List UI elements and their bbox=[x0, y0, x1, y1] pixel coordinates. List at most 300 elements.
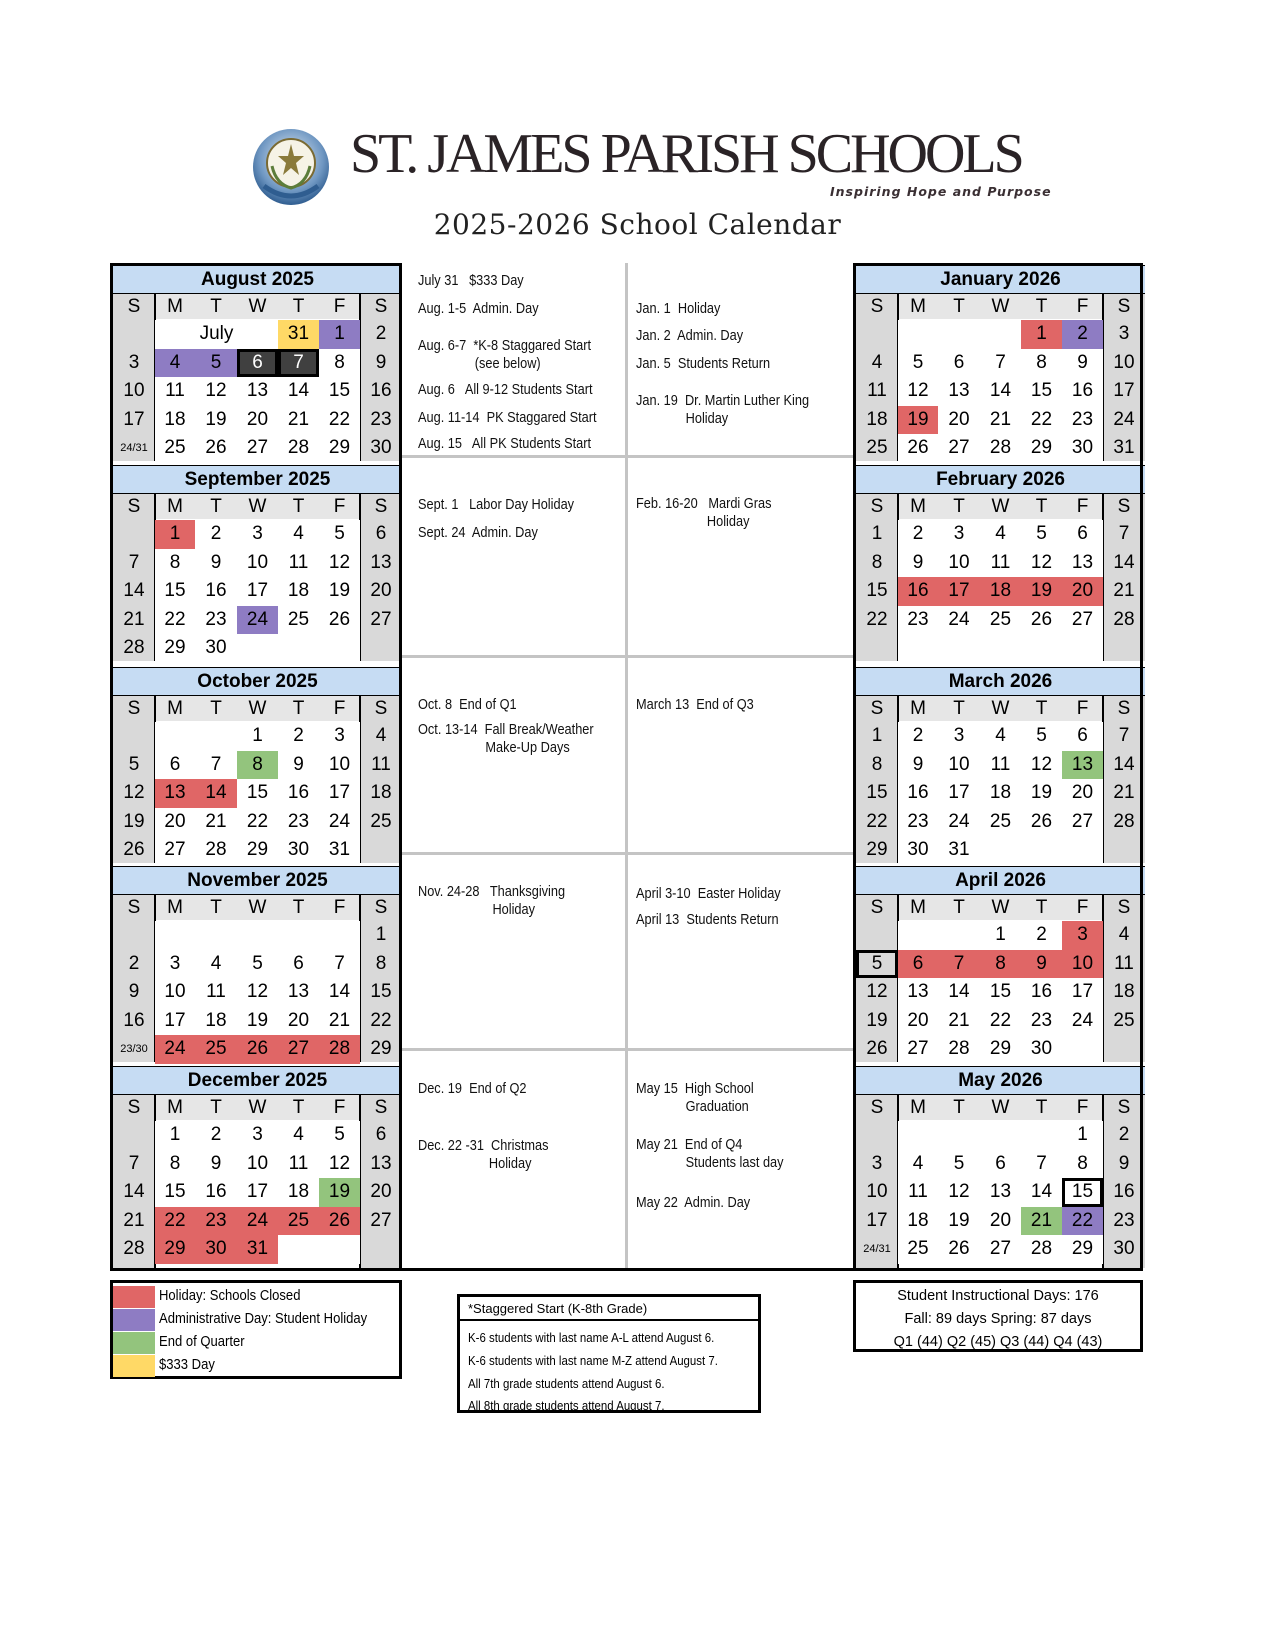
legend-item-holiday bbox=[113, 1286, 399, 1308]
empty-day bbox=[1021, 634, 1062, 663]
weekday-label: W bbox=[991, 296, 1010, 317]
calendar-day: 22 bbox=[1062, 1207, 1103, 1236]
calendar-day: 8 bbox=[375, 952, 387, 974]
calendar-note: (see below) bbox=[418, 356, 541, 372]
month-title: April 2026 bbox=[856, 866, 1145, 896]
empty-day bbox=[113, 520, 155, 549]
calendar-note: Make-Up Days bbox=[418, 740, 570, 756]
empty-day bbox=[938, 1121, 980, 1150]
weekday-label: T bbox=[210, 897, 222, 918]
instructional-days-box bbox=[853, 1280, 1143, 1352]
calendar-day: 12 bbox=[237, 978, 278, 1007]
calendar-day: 15 bbox=[1021, 377, 1062, 406]
calendar-day: 7 bbox=[319, 950, 360, 979]
calendar-day: 26 bbox=[237, 1035, 278, 1064]
weekday-label: T bbox=[292, 897, 305, 918]
calendar-note: Aug. 6 All 9-12 Students Start bbox=[418, 382, 593, 398]
weekday-label: S bbox=[374, 698, 388, 719]
calendar-day: 1 bbox=[319, 320, 360, 349]
calendar-day: 18 bbox=[195, 1007, 237, 1036]
weekday-label: S bbox=[374, 296, 388, 317]
calendar-day: 2 bbox=[278, 722, 319, 751]
calendar-day: 4 bbox=[278, 520, 319, 549]
month-august-2025 bbox=[113, 265, 402, 461]
calendar-day: 3 bbox=[319, 722, 360, 751]
calendar-day: 8 bbox=[237, 751, 278, 780]
calendar-day: 15 bbox=[866, 580, 888, 602]
weekday-label: F bbox=[333, 1097, 346, 1118]
calendar-note: Nov. 24-28 Thanksgiving bbox=[418, 884, 566, 900]
weekday-label: F bbox=[333, 296, 346, 317]
calendar-day: 17 bbox=[319, 779, 360, 808]
calendar-day: 11 bbox=[155, 377, 195, 406]
calendar-day: 26 bbox=[123, 839, 145, 861]
calendar-day: 11 bbox=[898, 1178, 938, 1207]
weekday-label: M bbox=[167, 496, 183, 517]
weekday-label: M bbox=[910, 1097, 926, 1118]
calendar-day: 10 bbox=[123, 380, 145, 402]
calendar-day: 13 bbox=[237, 377, 278, 406]
calendar-day: 23 bbox=[1021, 1007, 1062, 1036]
calendar-day: 26 bbox=[1021, 606, 1062, 635]
calendar-day: 22 bbox=[319, 406, 360, 435]
calendar-day: 8 bbox=[319, 349, 360, 378]
calendar-day: 2 bbox=[1021, 921, 1062, 950]
calendar-day: 10 bbox=[319, 751, 360, 780]
end-of-quarter-swatch bbox=[113, 1332, 155, 1354]
empty-day bbox=[898, 1121, 938, 1150]
month-title: January 2026 bbox=[856, 265, 1145, 295]
weekday-label: M bbox=[910, 698, 926, 719]
calendar-day: 27 bbox=[370, 1209, 392, 1231]
calendar-day: 2 bbox=[195, 520, 237, 549]
calendar-day: 5 bbox=[898, 349, 938, 378]
calendar-day: 27 bbox=[898, 1035, 938, 1064]
weekday-label: W bbox=[248, 496, 267, 517]
calendar-day: 3 bbox=[237, 1121, 278, 1150]
calendar-day: 23 bbox=[1062, 406, 1103, 435]
calendar-day: 21 bbox=[319, 1007, 360, 1036]
weekday-label: S bbox=[870, 1097, 884, 1118]
empty-day bbox=[898, 320, 938, 349]
calendar-day: 22 bbox=[980, 1007, 1021, 1036]
calendar-day: 12 bbox=[938, 1178, 980, 1207]
calendar-day: 15 bbox=[980, 978, 1021, 1007]
calendar-day: 19 bbox=[938, 1207, 980, 1236]
calendar-day: 16 bbox=[898, 577, 938, 606]
calendar-day: 21 bbox=[980, 406, 1021, 435]
calendar-note: May 21 End of Q4 bbox=[636, 1137, 743, 1153]
calendar-day: 1 bbox=[1021, 320, 1062, 349]
calendar-day: 24 bbox=[319, 808, 360, 837]
calendar-day: 9 bbox=[898, 751, 938, 780]
calendar-day: 30 bbox=[898, 836, 938, 865]
calendar-day: 20 bbox=[938, 406, 980, 435]
calendar-day: 18 bbox=[370, 782, 392, 804]
calendar-day: 20 bbox=[370, 580, 392, 602]
calendar-day: 25 bbox=[866, 437, 888, 459]
staggered-start-box bbox=[457, 1294, 761, 1413]
calendar-day: 21 bbox=[278, 406, 319, 435]
weekday-label: S bbox=[1117, 897, 1131, 918]
weekday-label: T bbox=[953, 698, 965, 719]
weekday-label: S bbox=[374, 897, 388, 918]
calendar-day: 18 bbox=[278, 1178, 319, 1207]
calendar-day: 1 bbox=[375, 924, 387, 945]
calendar-note: July 31 $333 Day bbox=[418, 273, 524, 289]
calendar-day: 25 bbox=[898, 1235, 938, 1264]
calendar-day: 14 bbox=[980, 377, 1021, 406]
calendar-day: 12 bbox=[1021, 751, 1062, 780]
weekday-label: S bbox=[1117, 1097, 1131, 1118]
weekday-label: W bbox=[248, 296, 267, 317]
calendar-day: 7 bbox=[980, 349, 1021, 378]
calendar-day: 29 bbox=[980, 1035, 1021, 1064]
instructional-days-quarters: Q1 (44) Q2 (45) Q3 (44) Q4 (43) bbox=[893, 1334, 1103, 1350]
calendar-day: 9 bbox=[195, 1150, 237, 1179]
legend-item-quarter bbox=[113, 1332, 399, 1354]
calendar-day: 3 bbox=[128, 351, 140, 373]
calendar-day: 30 bbox=[195, 634, 237, 663]
empty-day bbox=[195, 921, 237, 950]
calendar-day: 25 bbox=[1113, 1009, 1135, 1031]
calendar-day: 22 bbox=[155, 606, 195, 635]
weekday-label: T bbox=[210, 296, 222, 317]
calendar-day: 27 bbox=[980, 1235, 1021, 1264]
calendar-day: 13 bbox=[1062, 751, 1103, 780]
calendar-note: Aug. 6-7 *K-8 Staggared Start bbox=[418, 338, 592, 354]
calendar-day: 10 bbox=[938, 751, 980, 780]
calendar-day: 9 bbox=[1118, 1152, 1130, 1174]
calendar-day: 4 bbox=[1118, 924, 1130, 945]
month-title: September 2025 bbox=[113, 465, 402, 495]
legend-label: $333 Day bbox=[159, 1357, 215, 1373]
calendar-day: 24 bbox=[237, 1207, 278, 1236]
calendar-day: 17 bbox=[237, 577, 278, 606]
calendar-day: 2 bbox=[1062, 320, 1103, 349]
calendar-day: 11 bbox=[371, 753, 391, 775]
calendar-day: 1 bbox=[155, 1121, 195, 1150]
calendar-day: 29 bbox=[319, 434, 360, 463]
month-october-2025 bbox=[113, 667, 402, 863]
instructional-days-semesters: Fall: 89 days Spring: 87 days bbox=[904, 1311, 1092, 1327]
calendar-day: 11 bbox=[278, 549, 319, 578]
calendar-day: 23 bbox=[278, 808, 319, 837]
calendar-day: 24 bbox=[938, 808, 980, 837]
calendar-day: 16 bbox=[195, 577, 237, 606]
calendar-day: 3 bbox=[938, 520, 980, 549]
staggered-start-title: *Staggered Start (K-8th Grade) bbox=[460, 1297, 758, 1321]
calendar-note: Jan. 1 Holiday bbox=[636, 301, 721, 317]
calendar-day: 14 bbox=[123, 1181, 145, 1203]
calendar-day: 11 bbox=[1114, 952, 1134, 974]
calendar-day: 25 bbox=[195, 1035, 237, 1064]
calendar-day: 3 bbox=[1062, 921, 1103, 950]
calendar-day: 19 bbox=[1021, 577, 1062, 606]
calendar-day: 11 bbox=[980, 549, 1021, 578]
weekday-label: W bbox=[248, 698, 267, 719]
calendar-day: 27 bbox=[370, 608, 392, 630]
calendar-day: 7 bbox=[938, 950, 980, 979]
weekday-label: S bbox=[870, 698, 884, 719]
calendar-day: 3 bbox=[155, 950, 195, 979]
calendar-day: 4 bbox=[375, 725, 387, 746]
weekday-label: T bbox=[292, 698, 305, 719]
empty-day bbox=[898, 634, 938, 663]
calendar-day: 11 bbox=[278, 1150, 319, 1179]
weekday-label: W bbox=[991, 1097, 1010, 1118]
calendar-day: 26 bbox=[866, 1038, 888, 1060]
calendar-day: 23 bbox=[898, 606, 938, 635]
month-title: March 2026 bbox=[856, 667, 1145, 697]
calendar-day: 24 bbox=[155, 1035, 195, 1064]
empty-day bbox=[113, 921, 155, 950]
weekday-label: S bbox=[1117, 698, 1131, 719]
weekday-label: S bbox=[127, 1097, 141, 1118]
weekday-label: M bbox=[167, 897, 183, 918]
weekday-label: F bbox=[333, 496, 346, 517]
calendar-day: 23 bbox=[898, 808, 938, 837]
empty-day bbox=[113, 320, 155, 349]
empty-day bbox=[1062, 836, 1103, 865]
weekday-label: T bbox=[1035, 296, 1048, 317]
calendar-day: 24/31 bbox=[863, 1243, 891, 1256]
staggered-start-line: K-6 students with last name M-Z attend August 7. bbox=[468, 1353, 718, 1368]
weekday-label: M bbox=[167, 296, 183, 317]
calendar-day: 5 bbox=[1021, 520, 1062, 549]
calendar-note: March 13 End of Q3 bbox=[636, 697, 754, 713]
calendar-day: 31 bbox=[278, 320, 319, 349]
holiday-swatch bbox=[113, 1286, 155, 1308]
staggered-start-line: All 7th grade students attend August 6. bbox=[468, 1376, 665, 1391]
calendar-note: Students last day bbox=[636, 1155, 784, 1171]
calendar-note: Dec. 19 End of Q2 bbox=[418, 1081, 527, 1097]
calendar-day: 30 bbox=[1113, 1238, 1135, 1260]
header bbox=[0, 118, 1275, 208]
calendar-day: 19 bbox=[898, 406, 938, 435]
calendar-day: 30 bbox=[195, 1235, 237, 1264]
weekday-label: F bbox=[1076, 296, 1089, 317]
calendar-day: 19 bbox=[123, 810, 145, 832]
calendar-day: 1 bbox=[155, 520, 195, 549]
calendar-day: 1 bbox=[980, 921, 1021, 950]
weekday-label: W bbox=[991, 698, 1010, 719]
previous-month-label: July bbox=[155, 320, 278, 349]
calendar-note: Holiday bbox=[418, 1156, 532, 1172]
calendar-day: 4 bbox=[980, 520, 1021, 549]
calendar-day: 5 bbox=[237, 950, 278, 979]
calendar-day: 20 bbox=[237, 406, 278, 435]
calendar-day: 13 bbox=[980, 1178, 1021, 1207]
empty-day bbox=[1103, 1035, 1145, 1064]
empty-day bbox=[856, 1121, 898, 1150]
empty-day bbox=[155, 722, 195, 751]
calendar-day: 7 bbox=[128, 1152, 140, 1174]
calendar-day: 2 bbox=[128, 952, 140, 974]
calendar-day: 13 bbox=[278, 978, 319, 1007]
calendar-note: Holiday bbox=[418, 902, 536, 918]
calendar-day: 30 bbox=[278, 836, 319, 865]
weekday-label: T bbox=[292, 496, 305, 517]
weekday-label: T bbox=[953, 897, 965, 918]
calendar-day: 16 bbox=[123, 1009, 145, 1031]
empty-day bbox=[278, 921, 319, 950]
calendar-day: 10 bbox=[237, 1150, 278, 1179]
calendar-note: Jan. 19 Dr. Martin Luther King bbox=[636, 393, 810, 409]
calendar-day: 24 bbox=[938, 606, 980, 635]
calendar-day: 13 bbox=[155, 779, 195, 808]
calendar-day: 28 bbox=[938, 1035, 980, 1064]
weekday-label: M bbox=[167, 1097, 183, 1118]
calendar-day: 31 bbox=[938, 836, 980, 865]
calendar-day: 16 bbox=[898, 779, 938, 808]
instructional-days-total: Student Instructional Days: 176 bbox=[897, 1288, 1099, 1304]
empty-day bbox=[938, 634, 980, 663]
empty-day bbox=[113, 1121, 155, 1150]
empty-day bbox=[319, 1235, 360, 1264]
calendar-day: 10 bbox=[866, 1181, 888, 1203]
month-may-2026 bbox=[856, 1066, 1145, 1268]
calendar-day: 1 bbox=[871, 523, 883, 544]
calendar-day: 8 bbox=[155, 1150, 195, 1179]
calendar-day: 16 bbox=[195, 1178, 237, 1207]
calendar-day: 29 bbox=[1062, 1235, 1103, 1264]
calendar-day: 5 bbox=[195, 349, 237, 378]
calendar-day: 25 bbox=[278, 606, 319, 635]
calendar-note: Aug. 15 All PK Students Start bbox=[418, 436, 592, 452]
admin-day-swatch bbox=[113, 1309, 155, 1331]
empty-day bbox=[360, 836, 402, 865]
calendar-note: April 13 Students Return bbox=[636, 912, 779, 928]
calendar-day: 21 bbox=[1021, 1207, 1062, 1236]
weekday-label: S bbox=[870, 897, 884, 918]
calendar-day: 27 bbox=[938, 434, 980, 463]
month-december-2025 bbox=[113, 1066, 402, 1268]
calendar-day: 15 bbox=[319, 377, 360, 406]
weekday-label: W bbox=[991, 496, 1010, 517]
notes-column-divider bbox=[625, 263, 628, 1268]
calendar-day: 8 bbox=[1062, 1150, 1103, 1179]
empty-day bbox=[1103, 836, 1145, 865]
calendar-day: 14 bbox=[195, 779, 237, 808]
calendar-day: 27 bbox=[278, 1035, 319, 1064]
calendar-day: 1 bbox=[1062, 1121, 1103, 1150]
empty-day bbox=[938, 320, 980, 349]
calendar-day: 18 bbox=[980, 577, 1021, 606]
calendar-day: 4 bbox=[980, 722, 1021, 751]
calendar-day: 28 bbox=[980, 434, 1021, 463]
calendar-day: 30 bbox=[1062, 434, 1103, 463]
calendar-day: 1 bbox=[237, 722, 278, 751]
calendar-day: 29 bbox=[866, 839, 888, 861]
page-title: 2025-2026 School Calendar bbox=[433, 208, 842, 241]
calendar-day: 18 bbox=[898, 1207, 938, 1236]
weekday-label: T bbox=[210, 698, 222, 719]
month-title: December 2025 bbox=[113, 1066, 402, 1096]
calendar-day: 4 bbox=[155, 349, 195, 378]
calendar-day: 29 bbox=[155, 634, 195, 663]
staggered-start-line: All 8th grade students attend August 7. bbox=[468, 1398, 665, 1413]
calendar-day: 17 bbox=[938, 577, 980, 606]
calendar-day: 16 bbox=[278, 779, 319, 808]
calendar-day: 28 bbox=[319, 1035, 360, 1064]
calendar-day: 7 bbox=[1118, 523, 1130, 544]
calendar-day: 17 bbox=[1113, 380, 1135, 402]
month-september-2025 bbox=[113, 465, 402, 661]
calendar-day: 27 bbox=[237, 434, 278, 463]
weekday-label: S bbox=[127, 698, 141, 719]
calendar-day: 22 bbox=[866, 810, 888, 832]
calendar-day: 12 bbox=[319, 549, 360, 578]
calendar-day: 12 bbox=[123, 782, 145, 804]
calendar-day: 28 bbox=[195, 836, 237, 865]
calendar-day: 18 bbox=[980, 779, 1021, 808]
weekday-label: W bbox=[991, 897, 1010, 918]
calendar-day: 4 bbox=[898, 1150, 938, 1179]
empty-day bbox=[155, 921, 195, 950]
calendar-note: Sept. 1 Labor Day Holiday bbox=[418, 497, 575, 513]
weekday-label: T bbox=[1035, 897, 1048, 918]
weekday-label: T bbox=[210, 1097, 222, 1118]
calendar-day: 21 bbox=[1113, 580, 1135, 602]
calendar-note: May 15 High School bbox=[636, 1081, 754, 1097]
calendar-day: 12 bbox=[319, 1150, 360, 1179]
notes-row-divider bbox=[400, 655, 855, 658]
calendar-day: 13 bbox=[370, 1152, 392, 1174]
school-seal-logo bbox=[250, 126, 332, 208]
calendar-day: 15 bbox=[1062, 1178, 1103, 1207]
calendar-day: 6 bbox=[898, 950, 938, 979]
calendar-day: 25 bbox=[370, 810, 392, 832]
calendar-note: Jan. 5 Students Return bbox=[636, 356, 771, 372]
calendar-day: 17 bbox=[155, 1007, 195, 1036]
calendar-day: 9 bbox=[1062, 349, 1103, 378]
calendar-day: 20 bbox=[898, 1007, 938, 1036]
calendar-day: 20 bbox=[980, 1207, 1021, 1236]
calendar-day: 7 bbox=[1021, 1150, 1062, 1179]
calendar-day: 15 bbox=[370, 981, 392, 1003]
calendar-day: 3 bbox=[871, 1152, 883, 1174]
calendar-day: 27 bbox=[1062, 808, 1103, 837]
empty-day bbox=[856, 320, 898, 349]
calendar-day: 2 bbox=[195, 1121, 237, 1150]
calendar-day: 3 bbox=[237, 520, 278, 549]
empty-day bbox=[278, 1235, 319, 1264]
calendar-day: 24 bbox=[1113, 408, 1135, 430]
month-march-2026 bbox=[856, 667, 1145, 863]
calendar-day: 15 bbox=[237, 779, 278, 808]
calendar-day: 3 bbox=[938, 722, 980, 751]
calendar-day: 26 bbox=[898, 434, 938, 463]
calendar-day: 16 bbox=[1062, 377, 1103, 406]
calendar-day: 18 bbox=[1113, 981, 1135, 1003]
empty-day bbox=[360, 634, 402, 663]
calendar-day: 17 bbox=[938, 779, 980, 808]
weekday-label: S bbox=[374, 1097, 388, 1118]
calendar-day: 14 bbox=[1113, 753, 1135, 775]
calendar-note: Oct. 13-14 Fall Break/Weather bbox=[418, 722, 594, 738]
calendar-day: 4 bbox=[871, 351, 883, 373]
calendar-day: 28 bbox=[1113, 608, 1135, 630]
calendar-day: 5 bbox=[856, 950, 898, 979]
empty-day bbox=[980, 320, 1021, 349]
333-day-swatch bbox=[113, 1355, 155, 1377]
calendar-day: 9 bbox=[278, 751, 319, 780]
calendar-day: 29 bbox=[155, 1235, 195, 1264]
calendar-day: 6 bbox=[1062, 520, 1103, 549]
calendar-day: 23 bbox=[370, 408, 392, 430]
calendar-day: 5 bbox=[128, 753, 140, 775]
